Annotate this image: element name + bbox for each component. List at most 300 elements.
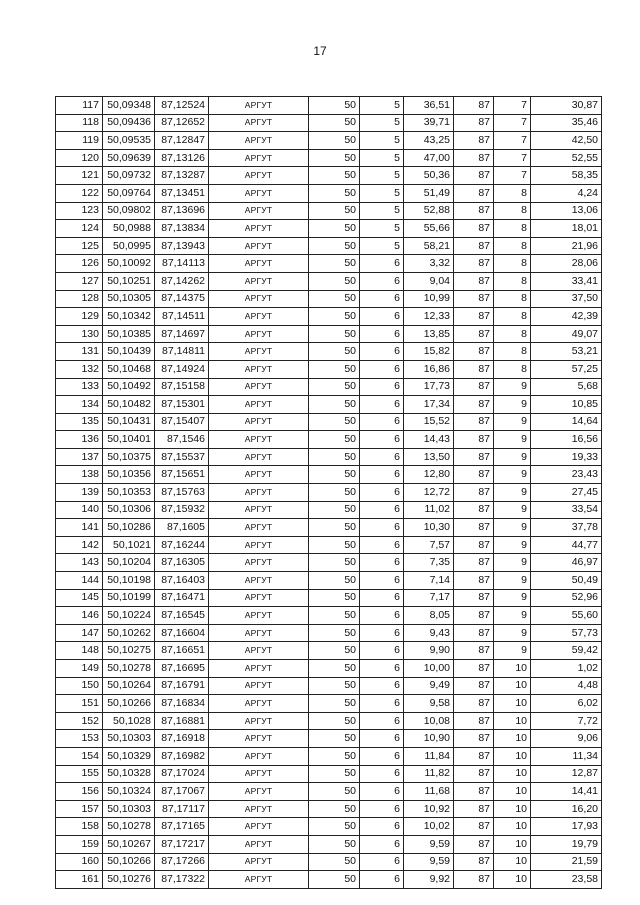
value-a-cell: 50 — [309, 202, 360, 220]
latitude-cell: 50,10092 — [103, 255, 155, 273]
value-c-cell: 10,00 — [404, 660, 454, 678]
table-row — [56, 730, 602, 748]
row-number-cell: 142 — [56, 536, 103, 554]
latitude-cell: 50,09764 — [103, 184, 155, 202]
row-number-cell: 159 — [56, 835, 103, 853]
river-name-cell: АРГУТ — [209, 536, 309, 554]
river-name-cell: АРГУТ — [209, 114, 309, 132]
river-name-cell: АРГУТ — [209, 360, 309, 378]
latitude-cell: 50,10431 — [103, 413, 155, 431]
table-row — [56, 202, 602, 220]
value-e-cell: 8 — [494, 343, 531, 361]
river-name-cell: АРГУТ — [209, 378, 309, 396]
value-d-cell: 87 — [454, 835, 494, 853]
value-b-cell: 6 — [360, 431, 404, 449]
value-b-cell: 6 — [360, 607, 404, 625]
latitude-cell: 50,10492 — [103, 378, 155, 396]
value-b-cell: 6 — [360, 677, 404, 695]
value-f-cell: 5,68 — [531, 378, 602, 396]
row-number-cell: 148 — [56, 642, 103, 660]
longitude-cell: 87,12847 — [155, 132, 209, 150]
table-row — [56, 167, 602, 185]
value-f-cell: 50,49 — [531, 572, 602, 590]
latitude-cell: 50,10306 — [103, 501, 155, 519]
river-name-cell: АРГУТ — [209, 220, 309, 238]
value-a-cell: 50 — [309, 448, 360, 466]
value-a-cell: 50 — [309, 589, 360, 607]
latitude-cell: 50,10267 — [103, 835, 155, 853]
longitude-cell: 87,15763 — [155, 484, 209, 502]
value-f-cell: 30,87 — [531, 97, 602, 115]
value-a-cell: 50 — [309, 237, 360, 255]
value-c-cell: 36,51 — [404, 97, 454, 115]
river-name-cell: АРГУТ — [209, 747, 309, 765]
value-c-cell: 43,25 — [404, 132, 454, 150]
table-row — [56, 184, 602, 202]
value-c-cell: 11,82 — [404, 765, 454, 783]
value-e-cell: 9 — [494, 642, 531, 660]
value-f-cell: 4,24 — [531, 184, 602, 202]
latitude-cell: 50,10482 — [103, 396, 155, 414]
value-e-cell: 10 — [494, 730, 531, 748]
latitude-cell: 50,10342 — [103, 308, 155, 326]
value-b-cell: 6 — [360, 396, 404, 414]
latitude-cell: 50,10375 — [103, 448, 155, 466]
table-row — [56, 818, 602, 836]
value-d-cell: 87 — [454, 325, 494, 343]
table-row — [56, 572, 602, 590]
longitude-cell: 87,16651 — [155, 642, 209, 660]
value-e-cell: 7 — [494, 132, 531, 150]
value-f-cell: 16,20 — [531, 800, 602, 818]
longitude-cell: 87,16918 — [155, 730, 209, 748]
value-a-cell: 50 — [309, 853, 360, 871]
river-name-cell: АРГУТ — [209, 325, 309, 343]
value-c-cell: 8,05 — [404, 607, 454, 625]
value-a-cell: 50 — [309, 783, 360, 801]
table-row — [56, 800, 602, 818]
value-b-cell: 5 — [360, 184, 404, 202]
river-name-cell: АРГУТ — [209, 466, 309, 484]
value-c-cell: 3,32 — [404, 255, 454, 273]
value-b-cell: 6 — [360, 501, 404, 519]
row-number-cell: 121 — [56, 167, 103, 185]
value-e-cell: 9 — [494, 448, 531, 466]
latitude-cell: 50,1028 — [103, 712, 155, 730]
value-b-cell: 6 — [360, 835, 404, 853]
value-f-cell: 33,54 — [531, 501, 602, 519]
value-a-cell: 50 — [309, 114, 360, 132]
longitude-cell: 87,16244 — [155, 536, 209, 554]
river-name-cell: АРГУТ — [209, 413, 309, 431]
row-number-cell: 123 — [56, 202, 103, 220]
table-row — [56, 308, 602, 326]
value-b-cell: 6 — [360, 255, 404, 273]
value-f-cell: 55,60 — [531, 607, 602, 625]
table-row — [56, 272, 602, 290]
river-name-cell: АРГУТ — [209, 677, 309, 695]
value-f-cell: 52,96 — [531, 589, 602, 607]
value-a-cell: 50 — [309, 624, 360, 642]
table-row — [56, 747, 602, 765]
value-b-cell: 5 — [360, 167, 404, 185]
value-d-cell: 87 — [454, 184, 494, 202]
longitude-cell: 87,16834 — [155, 695, 209, 713]
longitude-cell: 87,15537 — [155, 448, 209, 466]
row-number-cell: 150 — [56, 677, 103, 695]
value-a-cell: 50 — [309, 519, 360, 537]
river-name-cell: АРГУТ — [209, 589, 309, 607]
river-name-cell: АРГУТ — [209, 835, 309, 853]
table-row — [56, 712, 602, 730]
river-name-cell: АРГУТ — [209, 237, 309, 255]
value-d-cell: 87 — [454, 431, 494, 449]
value-a-cell: 50 — [309, 607, 360, 625]
longitude-cell: 87,16305 — [155, 554, 209, 572]
value-a-cell: 50 — [309, 220, 360, 238]
value-b-cell: 6 — [360, 695, 404, 713]
value-b-cell: 6 — [360, 343, 404, 361]
value-b-cell: 5 — [360, 114, 404, 132]
longitude-cell: 87,17217 — [155, 835, 209, 853]
value-e-cell: 10 — [494, 660, 531, 678]
value-e-cell: 8 — [494, 360, 531, 378]
longitude-cell: 87,14924 — [155, 360, 209, 378]
value-b-cell: 6 — [360, 730, 404, 748]
table-row — [56, 413, 602, 431]
latitude-cell: 50,10278 — [103, 818, 155, 836]
longitude-cell: 87,1605 — [155, 519, 209, 537]
value-b-cell: 5 — [360, 132, 404, 150]
value-d-cell: 87 — [454, 272, 494, 290]
river-name-cell: АРГУТ — [209, 272, 309, 290]
value-b-cell: 6 — [360, 712, 404, 730]
latitude-cell: 50,10356 — [103, 466, 155, 484]
value-d-cell: 87 — [454, 660, 494, 678]
value-c-cell: 11,68 — [404, 783, 454, 801]
value-f-cell: 13,06 — [531, 202, 602, 220]
river-name-cell: АРГУТ — [209, 501, 309, 519]
river-name-cell: АРГУТ — [209, 554, 309, 572]
value-f-cell: 28,06 — [531, 255, 602, 273]
value-f-cell: 42,50 — [531, 132, 602, 150]
longitude-cell: 87,15651 — [155, 466, 209, 484]
table-body — [56, 97, 602, 889]
value-f-cell: 1,02 — [531, 660, 602, 678]
row-number-cell: 153 — [56, 730, 103, 748]
value-f-cell: 46,97 — [531, 554, 602, 572]
value-b-cell: 6 — [360, 308, 404, 326]
value-a-cell: 50 — [309, 747, 360, 765]
row-number-cell: 134 — [56, 396, 103, 414]
row-number-cell: 127 — [56, 272, 103, 290]
value-e-cell: 8 — [494, 220, 531, 238]
latitude-cell: 50,10224 — [103, 607, 155, 625]
value-d-cell: 87 — [454, 132, 494, 150]
table-row — [56, 431, 602, 449]
value-f-cell: 18,01 — [531, 220, 602, 238]
river-name-cell: АРГУТ — [209, 765, 309, 783]
latitude-cell: 50,10266 — [103, 695, 155, 713]
value-a-cell: 50 — [309, 97, 360, 115]
table-row — [56, 853, 602, 871]
value-b-cell: 6 — [360, 660, 404, 678]
latitude-cell: 50,10401 — [103, 431, 155, 449]
value-a-cell: 50 — [309, 800, 360, 818]
longitude-cell: 87,12652 — [155, 114, 209, 132]
row-number-cell: 156 — [56, 783, 103, 801]
river-name-cell: АРГУТ — [209, 149, 309, 167]
table-row — [56, 765, 602, 783]
value-b-cell: 6 — [360, 818, 404, 836]
value-d-cell: 87 — [454, 202, 494, 220]
value-b-cell: 6 — [360, 325, 404, 343]
value-b-cell: 6 — [360, 466, 404, 484]
value-b-cell: 6 — [360, 624, 404, 642]
row-number-cell: 137 — [56, 448, 103, 466]
value-b-cell: 6 — [360, 871, 404, 889]
value-b-cell: 6 — [360, 853, 404, 871]
latitude-cell: 50,0995 — [103, 237, 155, 255]
value-e-cell: 10 — [494, 871, 531, 889]
value-d-cell: 87 — [454, 712, 494, 730]
row-number-cell: 131 — [56, 343, 103, 361]
value-f-cell: 17,93 — [531, 818, 602, 836]
row-number-cell: 133 — [56, 378, 103, 396]
value-c-cell: 15,82 — [404, 343, 454, 361]
value-c-cell: 13,85 — [404, 325, 454, 343]
value-d-cell: 87 — [454, 607, 494, 625]
table-row — [56, 114, 602, 132]
latitude-cell: 50,10266 — [103, 853, 155, 871]
table-row — [56, 554, 602, 572]
row-number-cell: 147 — [56, 624, 103, 642]
value-e-cell: 7 — [494, 149, 531, 167]
value-c-cell: 13,50 — [404, 448, 454, 466]
latitude-cell: 50,10385 — [103, 325, 155, 343]
latitude-cell: 50,10262 — [103, 624, 155, 642]
river-name-cell: АРГУТ — [209, 695, 309, 713]
value-e-cell: 10 — [494, 800, 531, 818]
value-c-cell: 39,71 — [404, 114, 454, 132]
longitude-cell: 87,17165 — [155, 818, 209, 836]
value-d-cell: 87 — [454, 765, 494, 783]
value-d-cell: 87 — [454, 466, 494, 484]
value-e-cell: 9 — [494, 554, 531, 572]
row-number-cell: 138 — [56, 466, 103, 484]
value-a-cell: 50 — [309, 484, 360, 502]
value-e-cell: 8 — [494, 184, 531, 202]
river-name-cell: АРГУТ — [209, 853, 309, 871]
value-b-cell: 6 — [360, 800, 404, 818]
value-e-cell: 10 — [494, 747, 531, 765]
value-a-cell: 50 — [309, 835, 360, 853]
row-number-cell: 130 — [56, 325, 103, 343]
value-a-cell: 50 — [309, 642, 360, 660]
river-name-cell: АРГУТ — [209, 431, 309, 449]
river-name-cell: АРГУТ — [209, 871, 309, 889]
value-a-cell: 50 — [309, 167, 360, 185]
latitude-cell: 50,10275 — [103, 642, 155, 660]
table-row — [56, 396, 602, 414]
value-f-cell: 9,06 — [531, 730, 602, 748]
value-e-cell: 9 — [494, 519, 531, 537]
row-number-cell: 118 — [56, 114, 103, 132]
longitude-cell: 87,13834 — [155, 220, 209, 238]
value-e-cell: 9 — [494, 624, 531, 642]
value-c-cell: 55,66 — [404, 220, 454, 238]
table-row — [56, 783, 602, 801]
river-name-cell: АРГУТ — [209, 642, 309, 660]
value-b-cell: 5 — [360, 202, 404, 220]
value-f-cell: 57,25 — [531, 360, 602, 378]
latitude-cell: 50,10198 — [103, 572, 155, 590]
longitude-cell: 87,15158 — [155, 378, 209, 396]
value-a-cell: 50 — [309, 554, 360, 572]
longitude-cell: 87,14262 — [155, 272, 209, 290]
value-f-cell: 37,78 — [531, 519, 602, 537]
value-b-cell: 6 — [360, 554, 404, 572]
table-row — [56, 835, 602, 853]
longitude-cell: 87,12524 — [155, 97, 209, 115]
value-b-cell: 6 — [360, 290, 404, 308]
value-e-cell: 10 — [494, 835, 531, 853]
value-d-cell: 87 — [454, 624, 494, 642]
value-d-cell: 87 — [454, 237, 494, 255]
value-d-cell: 87 — [454, 413, 494, 431]
table-row — [56, 255, 602, 273]
value-a-cell: 50 — [309, 149, 360, 167]
value-c-cell: 9,49 — [404, 677, 454, 695]
latitude-cell: 50,09436 — [103, 114, 155, 132]
river-name-cell: АРГУТ — [209, 519, 309, 537]
latitude-cell: 50,09535 — [103, 132, 155, 150]
value-c-cell: 7,14 — [404, 572, 454, 590]
value-d-cell: 87 — [454, 343, 494, 361]
latitude-cell: 50,10328 — [103, 765, 155, 783]
longitude-cell: 87,16403 — [155, 572, 209, 590]
longitude-cell: 87,17322 — [155, 871, 209, 889]
value-d-cell: 87 — [454, 114, 494, 132]
table-row — [56, 642, 602, 660]
value-b-cell: 6 — [360, 519, 404, 537]
longitude-cell: 87,1546 — [155, 431, 209, 449]
value-a-cell: 50 — [309, 536, 360, 554]
value-e-cell: 9 — [494, 378, 531, 396]
value-f-cell: 21,96 — [531, 237, 602, 255]
longitude-cell: 87,16545 — [155, 607, 209, 625]
value-f-cell: 16,56 — [531, 431, 602, 449]
value-e-cell: 8 — [494, 290, 531, 308]
row-number-cell: 151 — [56, 695, 103, 713]
latitude-cell: 50,09639 — [103, 149, 155, 167]
row-number-cell: 126 — [56, 255, 103, 273]
value-e-cell: 9 — [494, 413, 531, 431]
value-c-cell: 47,00 — [404, 149, 454, 167]
value-f-cell: 12,87 — [531, 765, 602, 783]
row-number-cell: 119 — [56, 132, 103, 150]
value-d-cell: 87 — [454, 783, 494, 801]
table-row — [56, 695, 602, 713]
value-d-cell: 87 — [454, 589, 494, 607]
value-c-cell: 9,43 — [404, 624, 454, 642]
value-d-cell: 87 — [454, 853, 494, 871]
row-number-cell: 144 — [56, 572, 103, 590]
latitude-cell: 50,10204 — [103, 554, 155, 572]
river-name-cell: АРГУТ — [209, 290, 309, 308]
latitude-cell: 50,10278 — [103, 660, 155, 678]
value-c-cell: 10,90 — [404, 730, 454, 748]
value-a-cell: 50 — [309, 290, 360, 308]
value-d-cell: 87 — [454, 695, 494, 713]
value-b-cell: 6 — [360, 448, 404, 466]
value-e-cell: 8 — [494, 308, 531, 326]
coordinates-table — [55, 96, 602, 889]
value-c-cell: 7,57 — [404, 536, 454, 554]
row-number-cell: 122 — [56, 184, 103, 202]
latitude-cell: 50,10199 — [103, 589, 155, 607]
value-e-cell: 9 — [494, 589, 531, 607]
value-d-cell: 87 — [454, 554, 494, 572]
value-e-cell: 9 — [494, 431, 531, 449]
river-name-cell: АРГУТ — [209, 818, 309, 836]
latitude-cell: 50,10305 — [103, 290, 155, 308]
row-number-cell: 141 — [56, 519, 103, 537]
value-a-cell: 50 — [309, 272, 360, 290]
value-a-cell: 50 — [309, 325, 360, 343]
row-number-cell: 136 — [56, 431, 103, 449]
value-a-cell: 50 — [309, 572, 360, 590]
value-e-cell: 7 — [494, 97, 531, 115]
value-d-cell: 87 — [454, 97, 494, 115]
longitude-cell: 87,16881 — [155, 712, 209, 730]
value-b-cell: 6 — [360, 765, 404, 783]
value-d-cell: 87 — [454, 360, 494, 378]
river-name-cell: АРГУТ — [209, 660, 309, 678]
value-c-cell: 12,72 — [404, 484, 454, 502]
value-a-cell: 50 — [309, 343, 360, 361]
value-c-cell: 9,59 — [404, 835, 454, 853]
table-row — [56, 519, 602, 537]
longitude-cell: 87,13126 — [155, 149, 209, 167]
value-a-cell: 50 — [309, 677, 360, 695]
row-number-cell: 157 — [56, 800, 103, 818]
value-c-cell: 51,49 — [404, 184, 454, 202]
value-d-cell: 87 — [454, 396, 494, 414]
value-c-cell: 10,30 — [404, 519, 454, 537]
value-a-cell: 50 — [309, 501, 360, 519]
longitude-cell: 87,15932 — [155, 501, 209, 519]
value-d-cell: 87 — [454, 818, 494, 836]
value-f-cell: 58,35 — [531, 167, 602, 185]
value-e-cell: 8 — [494, 237, 531, 255]
latitude-cell: 50,10251 — [103, 272, 155, 290]
table-row — [56, 589, 602, 607]
value-c-cell: 17,34 — [404, 396, 454, 414]
longitude-cell: 87,17117 — [155, 800, 209, 818]
value-f-cell: 23,58 — [531, 871, 602, 889]
value-d-cell: 87 — [454, 730, 494, 748]
value-d-cell: 87 — [454, 220, 494, 238]
value-c-cell: 58,21 — [404, 237, 454, 255]
latitude-cell: 50,10329 — [103, 747, 155, 765]
table-row — [56, 237, 602, 255]
value-e-cell: 10 — [494, 712, 531, 730]
value-a-cell: 50 — [309, 255, 360, 273]
value-d-cell: 87 — [454, 149, 494, 167]
row-number-cell: 145 — [56, 589, 103, 607]
longitude-cell: 87,14375 — [155, 290, 209, 308]
